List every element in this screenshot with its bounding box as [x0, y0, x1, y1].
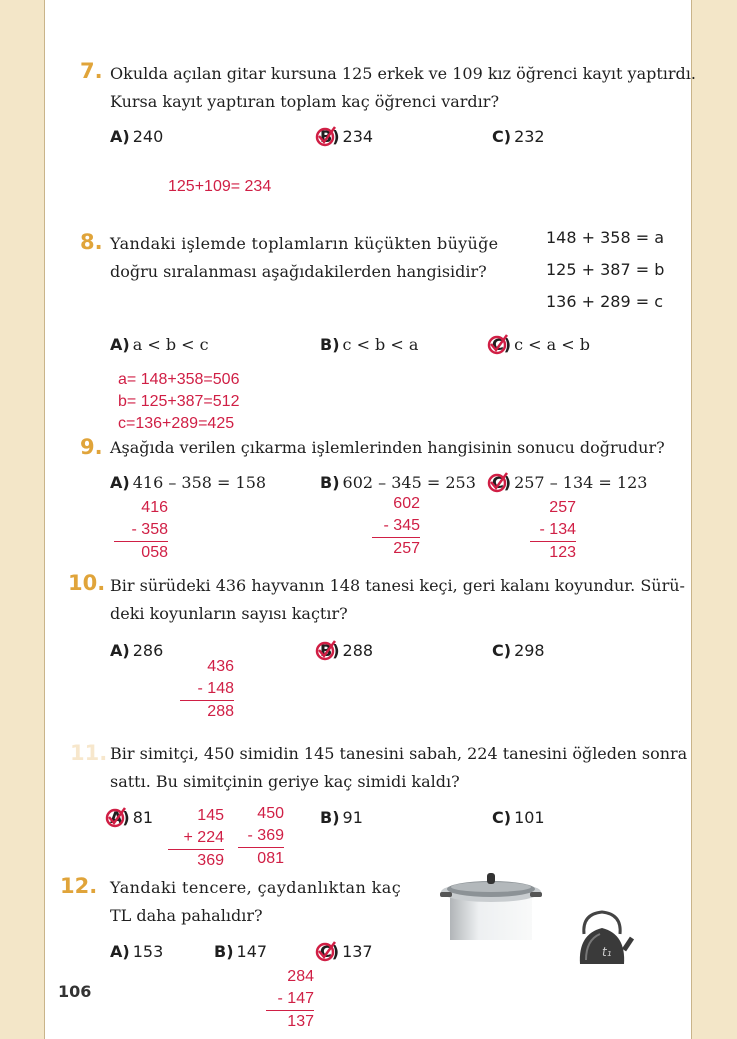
option-a[interactable]	[110, 641, 163, 660]
option-letter: C)	[492, 641, 512, 660]
handwritten-addition	[168, 805, 224, 872]
question-text-line: deki koyunların sayısı kaçtır?	[110, 604, 348, 623]
option-value: a < b < c	[132, 335, 209, 354]
option-letter: C)	[492, 808, 512, 827]
option-letter: A)	[110, 473, 130, 492]
option-value: 240	[132, 127, 164, 146]
operand: 257	[549, 499, 576, 516]
operand: - 134	[539, 521, 576, 538]
option-letter: B)	[320, 473, 340, 492]
option-c[interactable]	[492, 641, 545, 660]
page-number: 106	[58, 982, 92, 1001]
option-value: 153	[132, 942, 164, 961]
operand: - 369	[247, 827, 284, 844]
option-value: 91	[342, 808, 363, 827]
question-number: 8.	[80, 230, 103, 254]
operand: 145	[197, 807, 224, 824]
option-c[interactable]	[492, 808, 545, 827]
option-letter: B)	[320, 127, 340, 146]
option-letter: B)	[320, 641, 340, 660]
option-value: 288	[342, 641, 374, 660]
result: 123	[530, 541, 576, 564]
option-letter: C)	[492, 473, 512, 492]
question-number: 7.	[80, 59, 103, 83]
question-text-line: Bir simitçi, 450 simidin 145 tanesini sabah, 224 tanesini öğleden sonra	[110, 744, 688, 763]
equation: 148 + 358 = a	[546, 228, 665, 247]
option-b[interactable]	[320, 473, 476, 492]
result: 081	[238, 847, 284, 870]
operand: 602	[393, 495, 420, 512]
option-value: 101	[514, 808, 545, 827]
option-a[interactable]	[110, 942, 163, 961]
option-letter: C)	[492, 127, 512, 146]
question-number: 12.	[60, 874, 98, 898]
option-b[interactable]	[320, 808, 363, 827]
question-text-line: Aşağıda verilen çıkarma işlemlerinden hangisinin sonucu doğrudur?	[110, 438, 665, 457]
option-value: 81	[132, 808, 154, 827]
operand: 284	[287, 968, 314, 985]
question-number: 10.	[68, 571, 106, 595]
question-text-line: doğru sıralanması aşağıdakilerden hangisidir?	[110, 262, 487, 281]
option-value: 232	[514, 127, 545, 146]
question-number: 9.	[80, 435, 103, 459]
question-text-line: Bir sürüdeki 436 hayvanın 148 tanesi keçi, geri kalanı koyundur. Sürü-	[110, 576, 685, 595]
option-a[interactable]	[110, 473, 266, 492]
handwritten-work: b= 125+387=512	[118, 393, 240, 410]
result: 137	[266, 1010, 314, 1033]
option-letter: A)	[110, 335, 130, 354]
option-a[interactable]	[110, 335, 209, 354]
option-b[interactable]	[214, 942, 267, 961]
question-number: 11.	[70, 741, 108, 765]
option-value: c < b < a	[342, 335, 419, 354]
result: 288	[180, 700, 234, 723]
option-value: 298	[514, 641, 545, 660]
option-c[interactable]	[492, 127, 545, 146]
handwritten-subtraction	[180, 656, 234, 723]
handwritten-subtraction	[530, 497, 576, 564]
option-a[interactable]	[110, 127, 163, 146]
equation: 136 + 289 = c	[546, 292, 664, 311]
result: 257	[372, 537, 420, 560]
operand: - 345	[383, 517, 420, 534]
option-c[interactable]	[492, 473, 647, 492]
result: 369	[168, 849, 224, 872]
operand: 436	[207, 658, 234, 675]
option-b[interactable]	[320, 335, 418, 354]
equation: 125 + 387 = b	[546, 260, 665, 279]
operand: 450	[257, 805, 284, 822]
handwritten-subtraction	[372, 493, 420, 560]
option-letter: C)	[320, 942, 340, 961]
option-letter: A)	[110, 641, 130, 660]
option-letter: B)	[320, 808, 340, 827]
option-value: 257 – 134 = 123	[514, 473, 648, 492]
option-value: 286	[132, 641, 164, 660]
operand: - 147	[277, 990, 314, 1007]
question-text-line: Okulda açılan gitar kursuna 125 erkek ve 109 kız öğrenci kayıt yaptırdı.	[110, 64, 696, 83]
question-text-line: sattı. Bu simitçinin geriye kaç simidi kaldı?	[110, 772, 460, 791]
option-value: 137	[342, 942, 373, 961]
option-letter: A)	[110, 942, 130, 961]
result: 058	[114, 541, 168, 564]
question-text-line: Kursa kayıt yaptıran toplam kaç öğrenci vardır?	[110, 92, 500, 111]
answer-check-icon	[315, 639, 337, 661]
handwritten-subtraction	[114, 497, 168, 564]
cooking-pot-image	[438, 870, 544, 940]
handwritten-subtraction	[266, 966, 314, 1033]
handwritten-work: a= 148+358=506	[118, 371, 240, 388]
option-value: c < a < b	[514, 335, 590, 354]
answer-check-icon	[315, 940, 340, 962]
answer-check-icon	[105, 806, 127, 828]
option-value: 147	[236, 942, 268, 961]
kettle-price-label: t₁	[602, 945, 612, 959]
option-value: 602 – 345 = 253	[342, 473, 476, 492]
option-letter: A)	[110, 127, 130, 146]
option-value: 234	[342, 127, 374, 146]
handwritten-work: 125+109= 234	[168, 178, 272, 195]
question-text-line: TL daha pahalıdır?	[110, 906, 263, 925]
option-letter: B)	[214, 942, 234, 961]
operand: - 148	[197, 680, 234, 697]
operand: 416	[141, 499, 168, 516]
answer-check-icon	[487, 333, 512, 355]
handwritten-subtraction	[238, 803, 284, 870]
kettle-image	[574, 902, 634, 972]
operand: - 358	[131, 521, 168, 538]
option-letter: A)	[110, 808, 130, 827]
option-value: 416 – 358 = 158	[132, 473, 267, 492]
question-text-line: Yandaki işlemde toplamların küçükten büyüğe	[110, 234, 499, 253]
answer-check-icon	[315, 125, 337, 147]
handwritten-work: c=136+289=425	[118, 415, 235, 432]
operand: + 224	[183, 829, 224, 846]
option-letter: B)	[320, 335, 340, 354]
question-text-line: Yandaki tencere, çaydanlıktan kaç	[110, 878, 402, 897]
answer-check-icon	[487, 471, 512, 493]
option-letter: C)	[492, 335, 512, 354]
